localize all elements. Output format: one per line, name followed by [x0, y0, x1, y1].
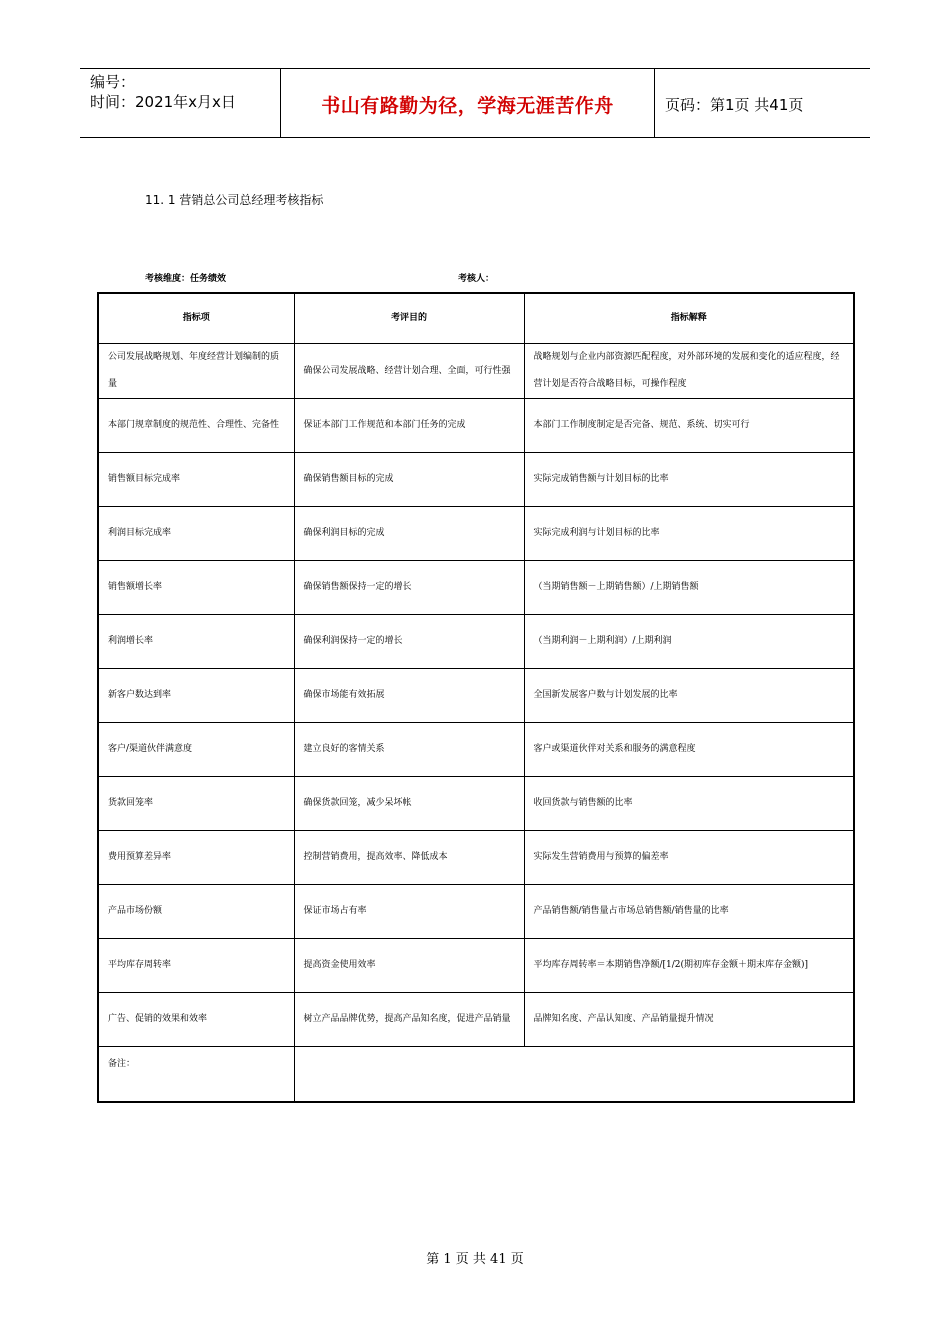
indicator-cell: 销售额增长率 [98, 561, 294, 615]
explanation-cell: 收回货款与销售额的比率 [524, 777, 854, 831]
header-info-cell [80, 69, 281, 137]
note-label: 备注： [98, 1047, 294, 1103]
indicator-cell: 利润增长率 [98, 615, 294, 669]
purpose-cell: 确保市场能有效拓展 [294, 669, 524, 723]
indicator-cell: 利润目标完成率 [98, 507, 294, 561]
indicator-cell: 销售额目标完成率 [98, 453, 294, 507]
indicator-cell: 公司发展战略规划、年度经营计划编制的质量 [98, 344, 294, 399]
table-row [98, 993, 854, 1047]
kpi-table-body [98, 344, 854, 1047]
header-page-label: 页码：第1页 共41页 [665, 96, 804, 114]
purpose-cell: 树立产品品牌优势，提高产品知名度，促进产品销量 [294, 993, 524, 1047]
indicator-cell: 产品市场份额 [98, 885, 294, 939]
table-row [98, 669, 854, 723]
table-row [98, 777, 854, 831]
note-content [294, 1047, 854, 1103]
table-row [98, 615, 854, 669]
purpose-cell: 确保利润目标的完成 [294, 507, 524, 561]
purpose-cell: 确保货款回笼，减少呆坏帐 [294, 777, 524, 831]
indicator-cell: 费用预算差异率 [98, 831, 294, 885]
purpose-cell: 保证本部门工作规范和本部门任务的完成 [294, 399, 524, 453]
explanation-cell: （当期利润－上期利润）/上期利润 [524, 615, 854, 669]
purpose-cell: 控制营销费用，提高效率、降低成本 [294, 831, 524, 885]
assessor-label: 考核人： [458, 274, 495, 284]
indicator-cell: 货款回笼率 [98, 777, 294, 831]
purpose-cell: 保证市场占有率 [294, 885, 524, 939]
purpose-cell: 确保利润保持一定的增长 [294, 615, 524, 669]
table-row [98, 507, 854, 561]
indicator-cell: 广告、促销的效果和效率 [98, 993, 294, 1047]
purpose-cell: 确保销售额保持一定的增长 [294, 561, 524, 615]
table-row [98, 885, 854, 939]
document-date-label: 时间：2021年x月x日 [90, 93, 236, 111]
indicator-cell: 新客户数达到率 [98, 669, 294, 723]
explanation-cell: 实际完成销售额与计划目标的比率 [524, 453, 854, 507]
assessment-dimension: 考核维度：任务绩效 [145, 274, 227, 284]
note-row [98, 1047, 854, 1103]
document-header [80, 68, 870, 138]
explanation-cell: 实际完成利润与计划目标的比率 [524, 507, 854, 561]
column-header-explanation: 指标解释 [524, 293, 854, 344]
table-row [98, 399, 854, 453]
header-page-cell [655, 69, 870, 137]
indicator-cell: 平均库存周转率 [98, 939, 294, 993]
header-motto: 书山有路勤为径，学海无涯苦作舟 [321, 95, 614, 117]
purpose-cell: 提高资金使用效率 [294, 939, 524, 993]
table-header-row [98, 293, 854, 344]
document-number-label: 编号： [90, 73, 136, 91]
page-footer: 第 1 页 共 41 页 [426, 1252, 524, 1267]
explanation-cell: 本部门工作制度制定是否完备、规范、系统、切实可行 [524, 399, 854, 453]
explanation-cell: 客户或渠道伙伴对关系和服务的满意程度 [524, 723, 854, 777]
header-motto-cell [281, 69, 655, 137]
explanation-cell: 平均库存周转率＝本期销售净额/[1/2(期初库存金额＋期末库存金额)] [524, 939, 854, 993]
explanation-cell: （当期销售额－上期销售额）/上期销售额 [524, 561, 854, 615]
explanation-cell: 战略规划与企业内部资源匹配程度，对外部环境的发展和变化的适应程度，经营计划是否符合战略目标，可操作程度 [524, 344, 854, 399]
purpose-cell: 建立良好的客情关系 [294, 723, 524, 777]
section-title: 11. 1 营销总公司总经理考核指标 [145, 193, 324, 207]
table-row [98, 723, 854, 777]
explanation-cell: 全国新发展客户数与计划发展的比率 [524, 669, 854, 723]
table-row [98, 344, 854, 399]
explanation-cell: 产品销售额/销售量占市场总销售额/销售量的比率 [524, 885, 854, 939]
explanation-cell: 实际发生营销费用与预算的偏差率 [524, 831, 854, 885]
column-header-purpose: 考评目的 [294, 293, 524, 344]
table-row [98, 831, 854, 885]
indicator-cell: 客户/渠道伙伴满意度 [98, 723, 294, 777]
table-row [98, 561, 854, 615]
table-row [98, 453, 854, 507]
purpose-cell: 确保公司发展战略、经营计划合理、全面，可行性强 [294, 344, 524, 399]
column-header-indicator: 指标项 [98, 293, 294, 344]
kpi-table [97, 292, 855, 1103]
purpose-cell: 确保销售额目标的完成 [294, 453, 524, 507]
indicator-cell: 本部门规章制度的规范性、合理性、完备性 [98, 399, 294, 453]
table-row [98, 939, 854, 993]
explanation-cell: 品牌知名度、产品认知度、产品销量提升情况 [524, 993, 854, 1047]
